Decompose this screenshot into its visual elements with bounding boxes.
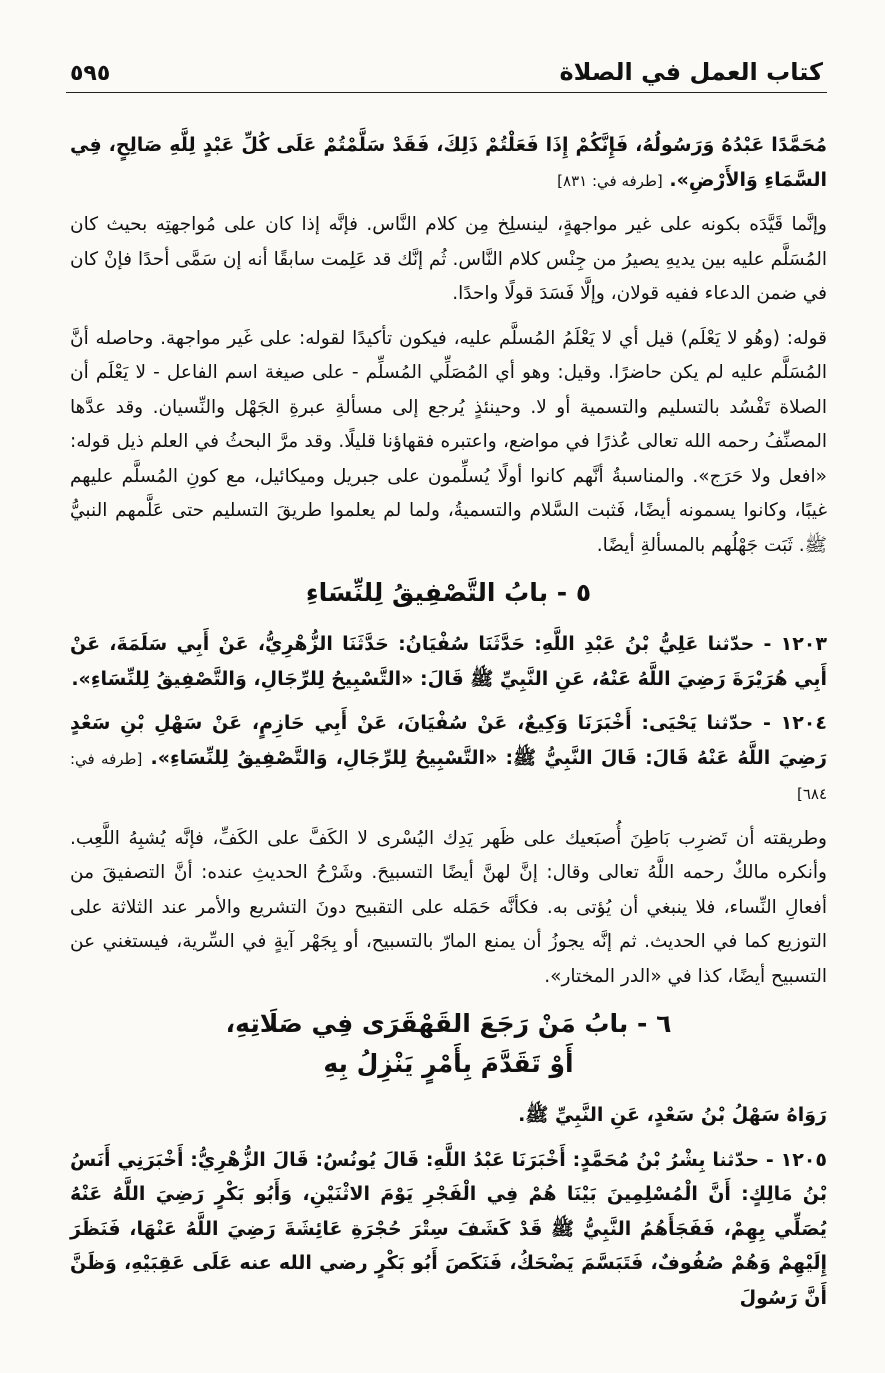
chapter-title: ٥ - بابُ التَّصْفِيقُ لِلنِّسَاءِ bbox=[305, 578, 592, 607]
chapter-heading bbox=[70, 573, 827, 613]
chapter-heading bbox=[70, 1004, 827, 1084]
hadith-text: مُحَمَّدًا عَبْدُهُ وَرَسُولُهُ، فَإِنَّكُمْ إِذَا فَعَلْتُمْ ذَلِكَ، فَقَدْ سَلَّمْتُمْ عَلَى كُلِّ عَبْدٍ لِلَّهِ صَالِحٍ، فِي السَّمَاءِ وَالأَرْضِ». bbox=[70, 134, 827, 191]
page-number: ٥٩٥ bbox=[70, 61, 111, 86]
running-header bbox=[66, 58, 827, 93]
hadith-text: ١٢٠٣ - حدّثنا عَلِيُّ بْنُ عَبْدِ اللَّهِ: حَدَّثَنَا سُفْيَانُ: حَدَّثَنَا الزُّهْرِيُّ، عَنْ أَبِي سَلَمَةَ، عَنْ أَبِي هُرَيْرَةَ رَضِيَ اللَّهُ عَنْهُ، عَنِ النَّبِيِّ ﷺ قَالَ: «التَّسْبِيحُ لِلرِّجَالِ، وَالتَّصْفِيقُ لِلنِّسَاءِ». bbox=[70, 633, 827, 690]
chapter-title-line-2: أَوْ تَقَدَّمَ بِأَمْرٍ يَنْزِلُ بِهِ bbox=[323, 1049, 574, 1078]
hadith-paragraph: ١٢٠٥ - حدّثنا بِشْرُ بْنُ مُحَمَّدٍ: أَخْبَرَنَا عَبْدُ اللَّهِ: قَالَ يُونُسُ: قَالَ الزُّهْرِيُّ: أَخْبَرَنِي أَنَسُ بْنُ مَالِكٍ: أَنَّ الْمُسْلِمِينَ بَيْنَا هُمْ فِي الْفَجْرِ يَوْمَ الاثْنَيْنِ، وَأَبُو بَكْرٍ رَضِيَ اللَّهُ عَنْهُ يُصَلِّي بِهِمْ، فَفَجَأَهُمُ النَّبِيُّ ﷺ قَدْ كَشَفَ سِتْرَ حُجْرَةِ عَائِشَةَ رَضِيَ اللَّهُ عَنْهَا، فَنَظَرَ إِلَيْهِمْ وَهُمْ صُفُوفٌ، فَتَبَسَّمَ يَضْحَكُ، فَنَكَصَ أَبُو بَكْرٍ رضي الله عنه عَلَى عَقِبَيْهِ، وَظَنَّ أَنَّ رَسُولَ bbox=[70, 1148, 827, 1309]
chapter-title-line-1: ٦ - بابُ مَنْ رَجَعَ القَهْقَرَى فِي صَلَاتِهِ، bbox=[225, 1009, 672, 1038]
commentary-paragraph: وطريقته أن تَضرِب بَاطِنَ أُصبَعيك على ظَهر يَدِك اليُسْرى لا الكَفَّ على الكَفِّ، فإنَّه يُشبِهُ اللَّعِب. وأنكره مالكٌ رحمه اللَّهُ تعالى وقال: إنَّ لهنَّ أيضًا التسبيحَ. وشَرْحُ الحديثِ عنده: أنَّ التصفيقَ من أفعالِ النِّساء، فلا ينبغي أن يُؤتى به. فكأنَّه حَمَله على التقبيح دونَ التشريع والأمر عند الثلاثة على التوزيع كما في الحديث. ثم إنَّه يجوزُ أن يمنع المارّ بالتسبيح، أو بِجَهْر آيةٍ في السِّرية، فيستغني عن التسبيح أيضًا، كذا في «الدر المختار». bbox=[70, 827, 827, 987]
hadith-continuation bbox=[70, 128, 827, 198]
cross-reference: [طرفه في: ٦٨٤] bbox=[70, 749, 827, 803]
hadith-paragraph bbox=[70, 627, 827, 696]
cross-reference: [طرفه في: ٨٣١] bbox=[557, 171, 663, 190]
hadith-paragraph bbox=[70, 706, 827, 812]
page-body bbox=[70, 128, 827, 1325]
commentary-paragraph: وإنَّما قَيَّدَه بكونه على غير مواجهةٍ، لينسلِخ مِن كلام النَّاس. فإنَّه إذا كان على مُواجهتِه بحيث كان المُسَلَّم عليه بين يديهِ يصيرُ من جِنْس كلام النَّاس. ثُم إنَّك قد عَلِمت سابقًا أنه إن سَمَّى أحدًا فإنْ كان في ضمن الدعاء ففيه قولان، وإلَّا فَسَدَ قولًا واحدًا. bbox=[70, 214, 827, 304]
running-title: كتاب العمل في الصلاة bbox=[559, 58, 823, 86]
commentary-paragraph: قوله: (وهُو لا يَعْلَم) قيل أي لا يَعْلَمُ المُسلَّم عليه، فيكون تأكيدًا لقوله: على غَير مواجهة. وحاصله أنَّ المُسَلَّم عليه لم يكن حاضرًا. وقيل: وهو أي المُصَلِّي المُسلِّم - على صيغة اسم الفاعل - لا يَعْلَم أن الصلاة تَفْسُد بالتسليم والتسمية أو لا. وحينئذٍ يُرجع إلى مسألةِ عبرةِ الجَهْل والنِّسيان. وقد عدَّها المصنِّفُ رحمه الله تعالى عُذرًا في مواضع، واعتبره فقهاؤنا قليلًا. وقد مرَّ البحثُ في العلم ذيل قوله: «افعل ولا حَرَج». والمناسبةُ أنَّهم كانوا أولًا يُسلِّمون على جبريل وميكائيل، مع كونِ المُسلَّم عليهم غيبًا، وكانوا يسمونه أيضًا، فَثبت السَّلام والتسميةُ، ولما لم يعلموا طريقَ التسليم حتى عَلَّمهم النبيُّ ﷺ. ثَبَت جَهْلُهم بالمسألةِ أيضًا. bbox=[70, 327, 827, 556]
narration-note: رَوَاهُ سَهْلُ بْنُ سَعْدٍ، عَنِ النَّبِيِّ ﷺ. bbox=[518, 1104, 827, 1126]
hadith-text: ١٢٠٤ - حدّثنا يَحْيَى: أَخْبَرَنَا وَكِيعٌ، عَنْ سُفْيَانَ، عَنْ أَبِي حَازِمٍ، عَنْ سَهْلِ بْنِ سَعْدٍ رَضِيَ اللَّهُ عَنْهُ قَالَ: قَالَ النَّبِيُّ ﷺ: «التَّسْبِيحُ لِلرِّجَالِ، وَالتَّصْفِيقُ لِلنِّسَاءِ». bbox=[70, 712, 827, 769]
